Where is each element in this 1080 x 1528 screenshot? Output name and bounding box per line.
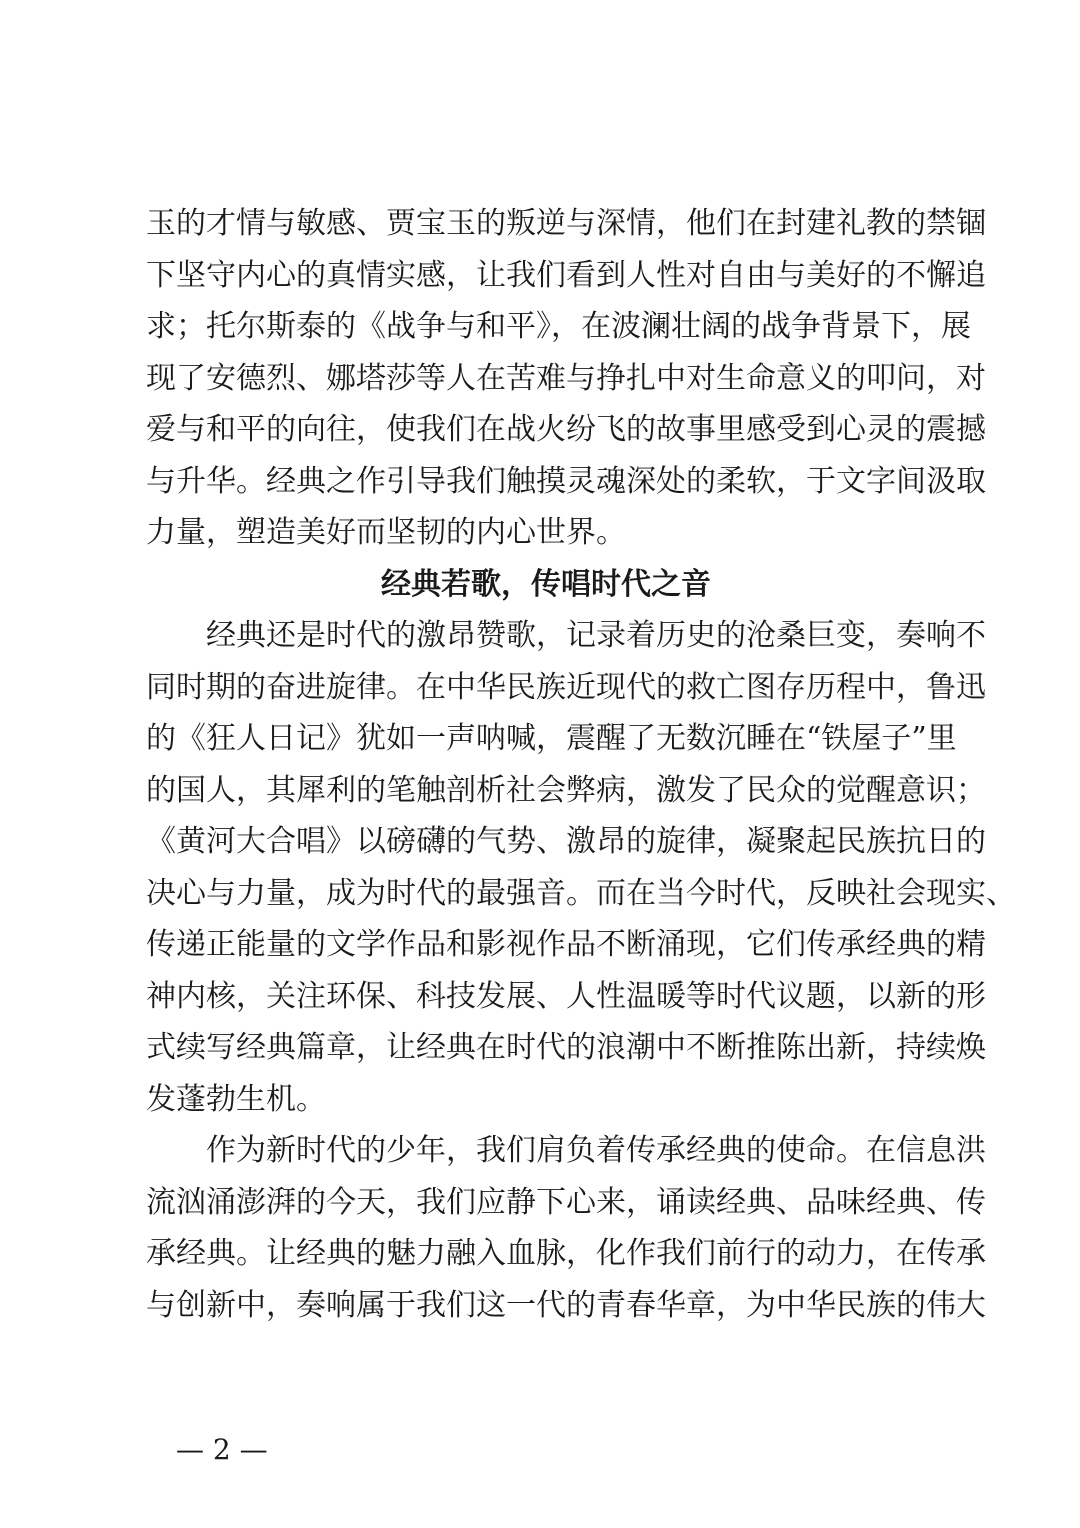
text-line: 传递正能量的文学作品和影视作品不断涌现，它们传承经典的精 bbox=[146, 927, 986, 962]
text-line: 的国人，其犀利的笔触剖析社会弊病，激发了民众的觉醒意识； bbox=[146, 772, 986, 808]
text-line: 流汹涌澎湃的今天，我们应静下心来，诵读经典、品味经典、传 bbox=[146, 1184, 986, 1220]
text-line: 神内核，关注环保、科技发展、人性温暖等时代议题，以新的形 bbox=[146, 978, 986, 1014]
text-line: 作为新时代的少年，我们肩负着传承经典的使命。在信息洪 bbox=[146, 1133, 986, 1168]
text-line: 同时期的奋进旋律。在中华民族近现代的救亡图存历程中，鲁迅 bbox=[146, 669, 986, 705]
text-line: 的《狂人日记》犹如一声呐喊，震醒了无数沉睡在“铁屋子”里 bbox=[146, 721, 957, 756]
text-line: 求；托尔斯泰的《战争与和平》，在波澜壮阔的战争背景下，展 bbox=[146, 309, 971, 344]
text-line: 《黄河大合唱》以磅礴的气势、激昂的旋律，凝聚起民族抗日的 bbox=[146, 824, 986, 859]
text-line: 下坚守内心的真情实感，让我们看到人性对自由与美好的不懈追 bbox=[146, 257, 986, 293]
text-line: 力量，塑造美好而坚韧的内心世界。 bbox=[146, 515, 626, 550]
text-line: 式续写经典篇章，让经典在时代的浪潮中不断推陈出新，持续焕 bbox=[146, 1030, 986, 1065]
text-line: 与升华。经典之作引导我们触摸灵魂深处的柔软，于文字间汲取 bbox=[146, 463, 986, 499]
text-line: 经典还是时代的激昂赞歌，记录着历史的沧桑巨变，奏响不 bbox=[146, 618, 986, 653]
text-line: 承经典。让经典的魅力融入血脉，化作我们前行的动力，在传承 bbox=[146, 1236, 986, 1271]
text-line: 玉的才情与敏感、贾宝玉的叛逆与深情，他们在封建礼教的禁锢 bbox=[146, 206, 986, 241]
section-heading: 经典若歌，传唱时代之音 bbox=[381, 566, 711, 602]
page-number: — 2 — bbox=[176, 1433, 268, 1466]
text-line: 发蓬勃生机。 bbox=[146, 1081, 326, 1117]
text-line: 现了安德烈、娜塔莎等人在苦难与挣扎中对生命意义的叩问，对 bbox=[146, 360, 986, 396]
body-text bbox=[146, 198, 1016, 1331]
text-line: 与创新中，奏响属于我们这一代的青春华章，为中华民族的伟大 bbox=[146, 1287, 986, 1323]
text-line: 决心与力量，成为时代的最强音。而在当今时代，反映社会现实、 bbox=[146, 875, 1016, 911]
text-line: 爱与和平的向往，使我们在战火纷飞的故事里感受到心灵的震撼 bbox=[146, 412, 986, 447]
